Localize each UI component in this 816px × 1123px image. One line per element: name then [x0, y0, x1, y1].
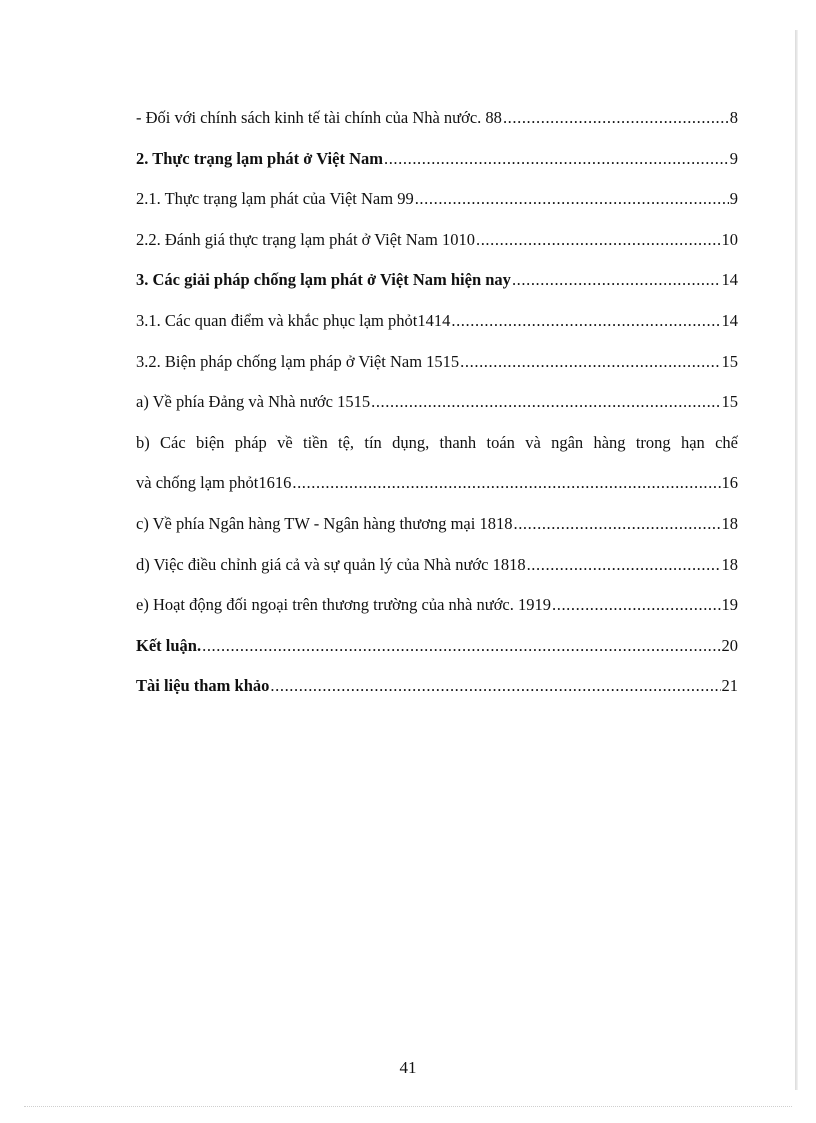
toc-entry-title-line2: và chống lạm phỏt1616: [136, 473, 292, 493]
toc-entry-page: 19: [721, 595, 738, 615]
toc-entry-title: e) Hoạt động đối ngoại trên thương trường của nhà nước. 1919: [136, 595, 551, 615]
toc-entry[interactable]: [136, 139, 738, 180]
toc-dot-leader: [476, 220, 721, 261]
page-edge-shadow: [795, 30, 798, 1090]
toc-entry-page: 15: [721, 351, 738, 371]
toc-dot-leader: [513, 504, 720, 545]
toc-entry-page: 21: [721, 676, 738, 696]
toc-dot-leader: [503, 98, 729, 139]
toc-entry[interactable]: [136, 260, 738, 301]
toc-entry-title: Tài liệu tham khảo: [136, 676, 270, 696]
toc-dot-leader: [527, 545, 721, 586]
table-of-contents: [136, 98, 738, 707]
toc-entry-page: 20: [721, 635, 738, 655]
toc-dot-leader: [512, 260, 721, 301]
toc-entry-page: 8: [729, 108, 738, 127]
toc-entry[interactable]: [136, 382, 738, 423]
toc-dot-leader: [552, 585, 721, 626]
toc-entry[interactable]: [136, 98, 738, 139]
toc-dot-leader: [451, 301, 720, 342]
toc-entry-title: 2. Thực trạng lạm phát ở Việt Nam: [136, 148, 383, 168]
toc-dot-leader: [292, 463, 720, 504]
toc-entry[interactable]: [136, 585, 738, 626]
toc-dot-leader: [460, 342, 720, 383]
toc-entry-title: d) Việc điều chỉnh giá cả và sự quản lý của Nhà nước 1818: [136, 554, 526, 574]
toc-entry-title: a) Về phía Đảng và Nhà nước 1515: [136, 392, 371, 412]
toc-entry[interactable]: [136, 301, 738, 342]
toc-entry-line2: [136, 463, 738, 504]
toc-entry-title: c) Về phía Ngân hàng TW - Ngân hàng thương mại 1818: [136, 513, 513, 533]
toc-entry-title: 3.2. Biện pháp chống lạm pháp ở Việt Nam 1515: [136, 351, 460, 371]
toc-entry-page: 18: [721, 554, 738, 574]
toc-entry-page: 16: [721, 473, 738, 493]
toc-entry-title-line1: b) Các biện pháp về tiền tệ, tín dụng, thanh toán và ngân hàng trong hạn chế: [136, 432, 738, 452]
toc-entry[interactable]: [136, 666, 738, 707]
toc-entry-title: Kết luận.: [136, 635, 202, 655]
toc-entry[interactable]: [136, 220, 738, 261]
toc-entry-page: 10: [721, 229, 738, 249]
toc-dot-leader: [202, 626, 720, 667]
toc-entry-title: 2.2. Đánh giá thực trạng lạm phát ở Việt Nam 1010: [136, 229, 475, 249]
toc-entry-title: 3.1. Các quan điểm và khắc phục lạm phỏt1414: [136, 310, 451, 330]
toc-entry-page: 9: [729, 189, 738, 209]
toc-dot-leader: [371, 382, 720, 423]
toc-dot-leader: [384, 139, 729, 180]
toc-entry-page: 14: [721, 310, 738, 330]
page-number: 41: [399, 1058, 417, 1077]
toc-entry-page: 18: [721, 513, 738, 533]
toc-entry-title: 3. Các giải pháp chống lạm phát ở Việt Nam hiện nay: [136, 270, 511, 290]
toc-entry[interactable]: [136, 179, 738, 220]
toc-entry-page: 9: [729, 148, 738, 168]
toc-entry-title: - Đối với chính sách kinh tế tài chính của Nhà nước. 88: [136, 108, 502, 127]
toc-dot-leader: [415, 179, 729, 220]
toc-entry[interactable]: [136, 504, 738, 545]
toc-entry[interactable]: [136, 423, 738, 504]
toc-entry-title: 2.1. Thực trạng lạm phát của Việt Nam 99: [136, 189, 414, 209]
toc-entry[interactable]: [136, 545, 738, 586]
toc-entry[interactable]: [136, 626, 738, 667]
toc-entry-page: 14: [721, 270, 738, 290]
toc-entry[interactable]: [136, 342, 738, 383]
toc-dot-leader: [270, 666, 720, 707]
toc-entry-page: 15: [721, 392, 738, 412]
page-bottom-edge: [24, 1106, 792, 1107]
